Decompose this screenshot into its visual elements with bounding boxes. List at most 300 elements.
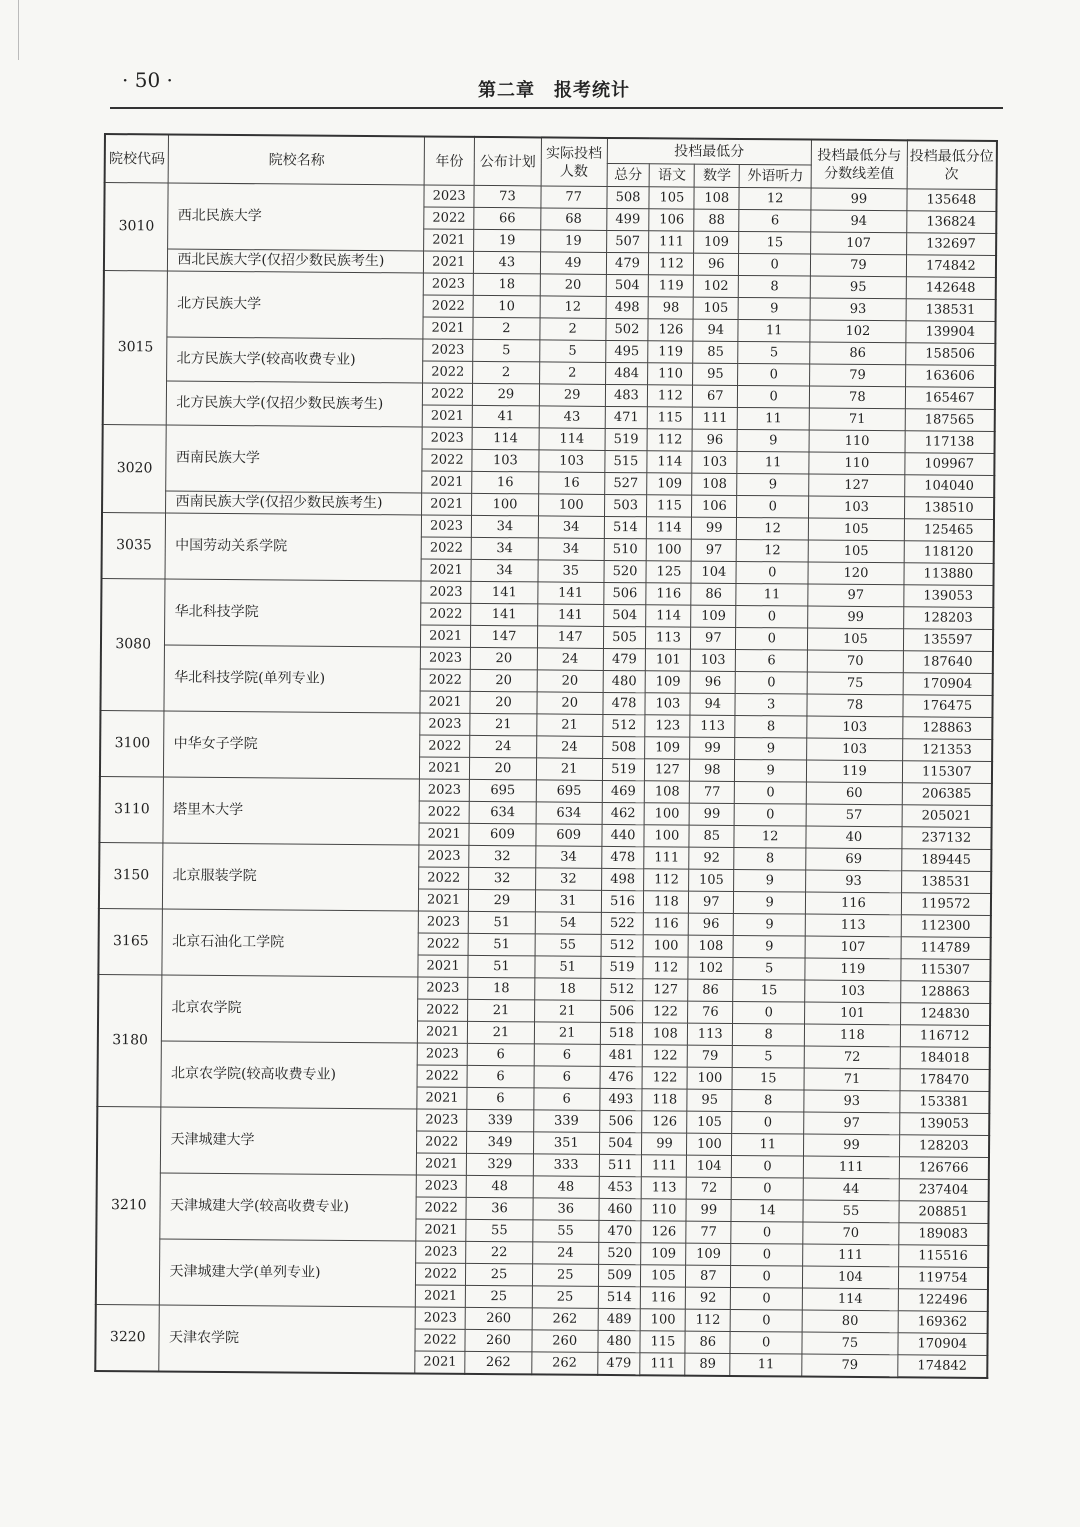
cell-chinese: 105	[641, 1265, 686, 1287]
cell-listening: 9	[735, 737, 807, 760]
school-name: 中华女子学院	[164, 711, 420, 779]
cell-actual: 20	[540, 274, 606, 297]
cell-diff: 105	[808, 540, 904, 563]
school-name: 北京农学院	[162, 975, 418, 1043]
cell-chinese: 110	[641, 1199, 686, 1221]
cell-diff: 111	[803, 1244, 899, 1267]
cell-chinese: 112	[648, 385, 693, 407]
cell-listening: 0	[731, 1221, 803, 1244]
cell-diff: 93	[806, 870, 902, 893]
cell-chinese: 100	[644, 935, 689, 957]
cell-math: 77	[686, 1221, 731, 1243]
school-name: 北京服装学院	[163, 843, 419, 911]
cell-actual: 6	[534, 1088, 600, 1111]
col-header-chinese: 语文	[650, 164, 695, 187]
cell-year: 2022	[424, 207, 474, 229]
cell-diff: 103	[805, 980, 901, 1003]
cell-plan: 36	[466, 1197, 533, 1220]
cell-year: 2021	[418, 1021, 468, 1043]
cell-total: 453	[599, 1176, 642, 1198]
cell-actual: 114	[539, 428, 605, 451]
cell-year: 2022	[417, 1065, 467, 1087]
cell-diff: 72	[804, 1046, 900, 1069]
cell-listening: 15	[739, 231, 811, 254]
cell-total: 506	[603, 582, 646, 604]
cell-diff: 71	[809, 408, 905, 431]
cell-plan: 18	[473, 273, 540, 296]
col-header-listening: 外语听力	[739, 164, 811, 188]
cell-diff: 93	[804, 1090, 900, 1113]
cell-rank: 184018	[900, 1047, 990, 1070]
cell-year: 2023	[417, 1043, 467, 1065]
cell-rank: 115307	[902, 761, 992, 784]
cell-total: 504	[606, 274, 649, 296]
cell-diff: 105	[808, 518, 904, 541]
cell-plan: 16	[472, 471, 539, 494]
cell-rank: 139053	[899, 1113, 989, 1136]
cell-math: 95	[693, 363, 738, 385]
school-code: 3035	[102, 512, 166, 579]
cell-plan: 34	[471, 537, 538, 560]
school-code: 3080	[100, 578, 165, 710]
cell-math: 94	[693, 319, 738, 341]
cell-year: 2023	[424, 185, 474, 207]
cell-year: 2022	[422, 449, 472, 471]
cell-math: 99	[689, 803, 734, 825]
cell-plan: 20	[470, 647, 537, 670]
cell-actual: 141	[538, 582, 604, 605]
cell-diff: 75	[802, 1332, 898, 1355]
cell-chinese: 116	[646, 583, 691, 605]
cell-year: 2023	[420, 713, 470, 735]
cell-listening: 9	[735, 759, 807, 782]
cell-year: 2021	[424, 229, 474, 251]
cell-math: 109	[686, 1243, 731, 1265]
school-name: 中国劳动关系学院	[165, 513, 421, 581]
cell-plan: 34	[471, 515, 538, 538]
cell-diff: 102	[810, 320, 906, 343]
cell-rank: 169362	[898, 1311, 988, 1334]
cell-year: 2023	[422, 515, 472, 537]
cell-listening: 15	[733, 979, 805, 1002]
cell-plan: 32	[469, 845, 536, 868]
cell-rank: 117138	[905, 431, 995, 454]
cell-math: 86	[685, 1331, 730, 1353]
cell-chinese: 126	[648, 319, 693, 341]
cell-year: 2023	[419, 779, 469, 801]
cell-listening: 0	[736, 605, 808, 628]
cell-plan: 41	[472, 405, 539, 428]
cell-diff: 103	[809, 496, 905, 519]
cell-plan: 609	[469, 823, 536, 846]
cell-listening: 11	[730, 1353, 802, 1376]
school-code: 3100	[100, 710, 164, 777]
cell-rank: 206385	[902, 783, 992, 806]
cell-plan: 20	[470, 669, 537, 692]
cell-total: 478	[603, 692, 646, 714]
cell-total: 470	[598, 1220, 641, 1242]
cell-chinese: 122	[642, 1067, 687, 1089]
cell-actual: 24	[532, 1242, 598, 1265]
cell-diff: 78	[807, 694, 903, 717]
cell-chinese: 103	[645, 693, 690, 715]
cell-plan: 24	[470, 735, 537, 758]
cell-actual: 29	[539, 384, 605, 407]
cell-year: 2021	[421, 559, 471, 581]
cell-plan: 339	[467, 1109, 534, 1132]
cell-actual: 6	[534, 1066, 600, 1089]
cell-year: 2021	[415, 1285, 465, 1307]
cell-math: 97	[691, 627, 736, 649]
cell-total: 503	[604, 494, 647, 516]
cell-chinese: 99	[642, 1133, 687, 1155]
cell-actual: 34	[538, 538, 604, 561]
cell-plan: 55	[466, 1219, 533, 1242]
cell-total: 483	[605, 384, 648, 406]
cell-diff: 127	[809, 474, 905, 497]
cell-plan: 73	[474, 185, 541, 208]
cell-listening: 0	[733, 1001, 805, 1024]
cell-diff: 101	[805, 1002, 901, 1025]
cell-plan: 21	[470, 713, 537, 736]
school-code: 3010	[104, 183, 169, 271]
cell-rank: 153381	[900, 1091, 990, 1114]
cell-actual: 21	[537, 714, 603, 737]
cell-year: 2021	[423, 317, 473, 339]
cell-year: 2022	[417, 1131, 467, 1153]
school-name: 北京农学院(较高收费专业)	[161, 1041, 417, 1109]
cell-diff: 70	[803, 1222, 899, 1245]
cell-chinese: 123	[645, 715, 690, 737]
cell-math: 97	[692, 539, 737, 561]
cell-total: 518	[600, 1022, 643, 1044]
cell-chinese: 98	[649, 297, 694, 319]
cell-math: 97	[689, 891, 734, 913]
cell-actual: 35	[538, 560, 604, 583]
cell-actual: 262	[532, 1352, 598, 1375]
cell-rank: 158506	[905, 343, 995, 366]
cell-plan: 6	[467, 1065, 534, 1088]
cell-plan: 43	[474, 251, 541, 274]
cell-rank: 237132	[902, 827, 992, 850]
cell-year: 2022	[420, 669, 470, 691]
cell-diff: 93	[810, 298, 906, 321]
school-code: 3220	[95, 1304, 159, 1371]
cell-actual: 25	[532, 1264, 598, 1287]
cell-total: 512	[601, 934, 644, 956]
cell-listening: 0	[731, 1177, 803, 1200]
cell-diff: 104	[803, 1266, 899, 1289]
cell-chinese: 100	[647, 539, 692, 561]
cell-diff: 80	[802, 1310, 898, 1333]
cell-year: 2022	[416, 1197, 466, 1219]
school-name: 北方民族大学(仅招少数民族考生)	[167, 381, 423, 427]
cell-plan: 695	[469, 779, 536, 802]
cell-listening: 8	[738, 275, 810, 298]
admission-stats-table	[94, 133, 998, 1379]
cell-actual: 351	[533, 1132, 599, 1155]
table-header	[105, 134, 997, 190]
cell-listening: 8	[732, 1089, 804, 1112]
cell-chinese: 119	[649, 275, 694, 297]
cell-actual: 100	[538, 494, 604, 517]
cell-math: 85	[693, 341, 738, 363]
cell-total: 469	[602, 780, 645, 802]
cell-year: 2023	[416, 1175, 466, 1197]
cell-plan: 20	[470, 757, 537, 780]
cell-actual: 49	[540, 252, 606, 275]
cell-rank: 104040	[904, 475, 994, 498]
cell-plan: 147	[471, 625, 538, 648]
school-name: 华北科技学院	[165, 579, 421, 647]
cell-year: 2023	[415, 1307, 465, 1329]
cell-listening: 11	[737, 407, 809, 430]
school-name: 华北科技学院(单列专业)	[164, 645, 420, 713]
cell-chinese: 105	[649, 187, 694, 209]
cell-total: 476	[600, 1066, 643, 1088]
cell-math: 88	[694, 209, 739, 231]
cell-total: 479	[597, 1352, 640, 1375]
cell-rank: 122496	[898, 1289, 988, 1312]
cell-diff: 111	[803, 1156, 899, 1179]
cell-chinese: 101	[646, 649, 691, 671]
cell-plan: 51	[468, 933, 535, 956]
cell-rank: 187565	[905, 409, 995, 432]
cell-rank: 163606	[905, 365, 995, 388]
cell-plan: 141	[471, 603, 538, 626]
cell-chinese: 111	[644, 847, 689, 869]
cell-actual: 31	[535, 890, 601, 913]
cell-listening: 0	[732, 1111, 804, 1134]
cell-chinese: 125	[646, 561, 691, 583]
cell-actual: 20	[537, 670, 603, 693]
cell-listening: 9	[734, 891, 806, 914]
cell-math: 86	[691, 583, 736, 605]
cell-diff: 79	[810, 364, 906, 387]
school-name: 北方民族大学	[167, 271, 423, 339]
cell-math: 104	[687, 1155, 732, 1177]
cell-diff: 78	[810, 386, 906, 409]
cell-diff: 103	[807, 716, 903, 739]
cell-listening: 6	[739, 209, 811, 232]
cell-chinese: 109	[647, 473, 692, 495]
cell-actual: 2	[539, 362, 605, 385]
cell-rank: 174842	[906, 255, 996, 278]
cell-rank: 125465	[904, 519, 994, 542]
cell-listening: 8	[735, 715, 807, 738]
cell-diff: 44	[803, 1178, 899, 1201]
school-name: 西南民族大学(仅招少数民族考生)	[166, 491, 422, 515]
cell-actual: 19	[540, 230, 606, 253]
cell-total: 504	[599, 1132, 642, 1154]
cell-math: 106	[692, 495, 737, 517]
cell-rank: 109967	[905, 453, 995, 476]
school-code: 3165	[98, 908, 162, 975]
cell-rank: 176475	[903, 695, 993, 718]
school-name: 天津农学院	[159, 1305, 415, 1374]
cell-math: 100	[687, 1133, 732, 1155]
cell-rank: 124830	[900, 1003, 990, 1026]
cell-plan: 66	[474, 207, 541, 230]
cell-actual: 55	[535, 934, 601, 957]
cell-total: 499	[606, 208, 649, 230]
cell-total: 519	[605, 428, 648, 450]
cell-rank: 126766	[899, 1157, 989, 1180]
cell-listening: 12	[734, 825, 806, 848]
cell-rank: 165467	[905, 387, 995, 410]
cell-math: 96	[690, 671, 735, 693]
cell-total: 478	[601, 846, 644, 868]
cell-actual: 21	[534, 1000, 600, 1023]
cell-rank: 113880	[904, 563, 994, 586]
cell-rank: 135597	[903, 629, 993, 652]
cell-actual: 5	[540, 340, 606, 363]
cell-listening: 9	[733, 935, 805, 958]
cell-actual: 147	[537, 626, 603, 649]
school-name: 西北民族大学(仅招少数民族考生)	[168, 249, 424, 273]
cell-year: 2021	[422, 471, 472, 493]
col-header-name: 院校名称	[169, 135, 425, 186]
cell-chinese: 127	[645, 759, 690, 781]
cell-chinese: 111	[649, 231, 694, 253]
cell-listening: 0	[736, 561, 808, 584]
cell-math: 105	[689, 869, 734, 891]
cell-plan: 260	[465, 1307, 532, 1330]
col-header-year: 年份	[424, 137, 474, 186]
cell-year: 2023	[422, 427, 472, 449]
cell-rank: 119754	[898, 1267, 988, 1290]
cell-actual: 51	[535, 956, 601, 979]
cell-total: 515	[604, 450, 647, 472]
cell-chinese: 118	[642, 1089, 687, 1111]
cell-diff: 118	[804, 1024, 900, 1047]
cell-plan: 20	[470, 691, 537, 714]
cell-diff: 119	[805, 958, 901, 981]
cell-chinese: 112	[647, 429, 692, 451]
cell-chinese: 100	[645, 803, 690, 825]
cell-actual: 695	[536, 780, 602, 803]
cell-actual: 43	[539, 406, 605, 429]
cell-actual: 262	[532, 1308, 598, 1331]
cell-plan: 329	[466, 1153, 533, 1176]
cell-listening: 0	[736, 627, 808, 650]
cell-total: 522	[601, 912, 644, 934]
cell-year: 2021	[419, 823, 469, 845]
cell-plan: 29	[468, 889, 535, 912]
cell-math: 92	[689, 847, 734, 869]
cell-listening: 0	[738, 385, 810, 408]
cell-year: 2022	[419, 801, 469, 823]
cell-actual: 6	[534, 1044, 600, 1067]
cell-diff: 69	[806, 848, 902, 871]
cell-math: 96	[692, 429, 737, 451]
cell-math: 92	[686, 1287, 731, 1309]
cell-math: 105	[693, 297, 738, 319]
cell-plan: 21	[467, 1021, 534, 1044]
cell-year: 2022	[418, 999, 468, 1021]
cell-math: 99	[692, 517, 737, 539]
cell-actual: 34	[536, 846, 602, 869]
cell-diff: 99	[808, 606, 904, 629]
cell-total: 512	[600, 978, 643, 1000]
cell-chinese: 109	[645, 737, 690, 759]
cell-year: 2021	[424, 251, 474, 273]
cell-rank: 112300	[901, 915, 991, 938]
cell-chinese: 122	[643, 1045, 688, 1067]
cell-total: 527	[604, 472, 647, 494]
cell-listening: 15	[732, 1067, 804, 1090]
cell-actual: 32	[535, 868, 601, 891]
cell-plan: 5	[473, 339, 540, 362]
cell-actual: 54	[535, 912, 601, 935]
cell-diff: 103	[807, 738, 903, 761]
cell-total: 498	[606, 296, 649, 318]
cell-chinese: 114	[647, 451, 692, 473]
cell-total: 506	[599, 1110, 642, 1132]
cell-year: 2023	[423, 273, 473, 295]
cell-rank: 132697	[906, 233, 996, 256]
cell-total: 480	[598, 1330, 641, 1352]
cell-year: 2022	[421, 537, 471, 559]
col-header-diff: 投档最低分与分数线差值	[811, 140, 907, 189]
cell-rank: 174842	[897, 1355, 987, 1378]
cell-total: 498	[601, 868, 644, 890]
cell-actual: 339	[533, 1110, 599, 1133]
cell-total: 495	[605, 340, 648, 362]
cell-total: 520	[604, 560, 647, 582]
cell-year: 2021	[418, 955, 468, 977]
cell-rank: 178470	[900, 1069, 990, 1092]
cell-chinese: 116	[644, 913, 689, 935]
cell-math: 112	[685, 1309, 730, 1331]
cell-chinese: 106	[649, 209, 694, 231]
cell-year: 2021	[422, 405, 472, 427]
col-header-math: 数学	[694, 164, 739, 187]
cell-math: 100	[687, 1067, 732, 1089]
cell-plan: 100	[472, 493, 539, 516]
cell-actual: 20	[537, 692, 603, 715]
cell-diff: 114	[802, 1288, 898, 1311]
cell-total: 508	[602, 736, 645, 758]
cell-actual: 34	[538, 516, 604, 539]
cell-rank: 205021	[902, 805, 992, 828]
cell-rank: 138531	[906, 299, 996, 322]
cell-math: 98	[690, 759, 735, 781]
cell-year: 2021	[416, 1219, 466, 1241]
cell-math: 89	[685, 1353, 730, 1376]
cell-chinese: 118	[644, 891, 689, 913]
cell-year: 2021	[420, 757, 470, 779]
cell-year: 2022	[418, 933, 468, 955]
cell-diff: 119	[807, 760, 903, 783]
cell-year: 2022	[423, 383, 473, 405]
cell-year: 2023	[417, 1109, 467, 1131]
cell-rank: 118120	[904, 541, 994, 564]
cell-actual: 21	[534, 1022, 600, 1045]
cell-rank: 128863	[900, 981, 990, 1004]
cell-total: 481	[600, 1044, 643, 1066]
cell-listening: 0	[739, 253, 811, 276]
cell-listening: 9	[733, 913, 805, 936]
cell-math: 111	[693, 407, 738, 429]
cell-actual: 103	[539, 450, 605, 473]
cell-year: 2022	[423, 295, 473, 317]
cell-math: 103	[692, 451, 737, 473]
cell-listening: 8	[733, 1023, 805, 1046]
cell-rank: 170904	[898, 1333, 988, 1356]
cell-chinese: 109	[646, 671, 691, 693]
cell-total: 519	[602, 758, 645, 780]
